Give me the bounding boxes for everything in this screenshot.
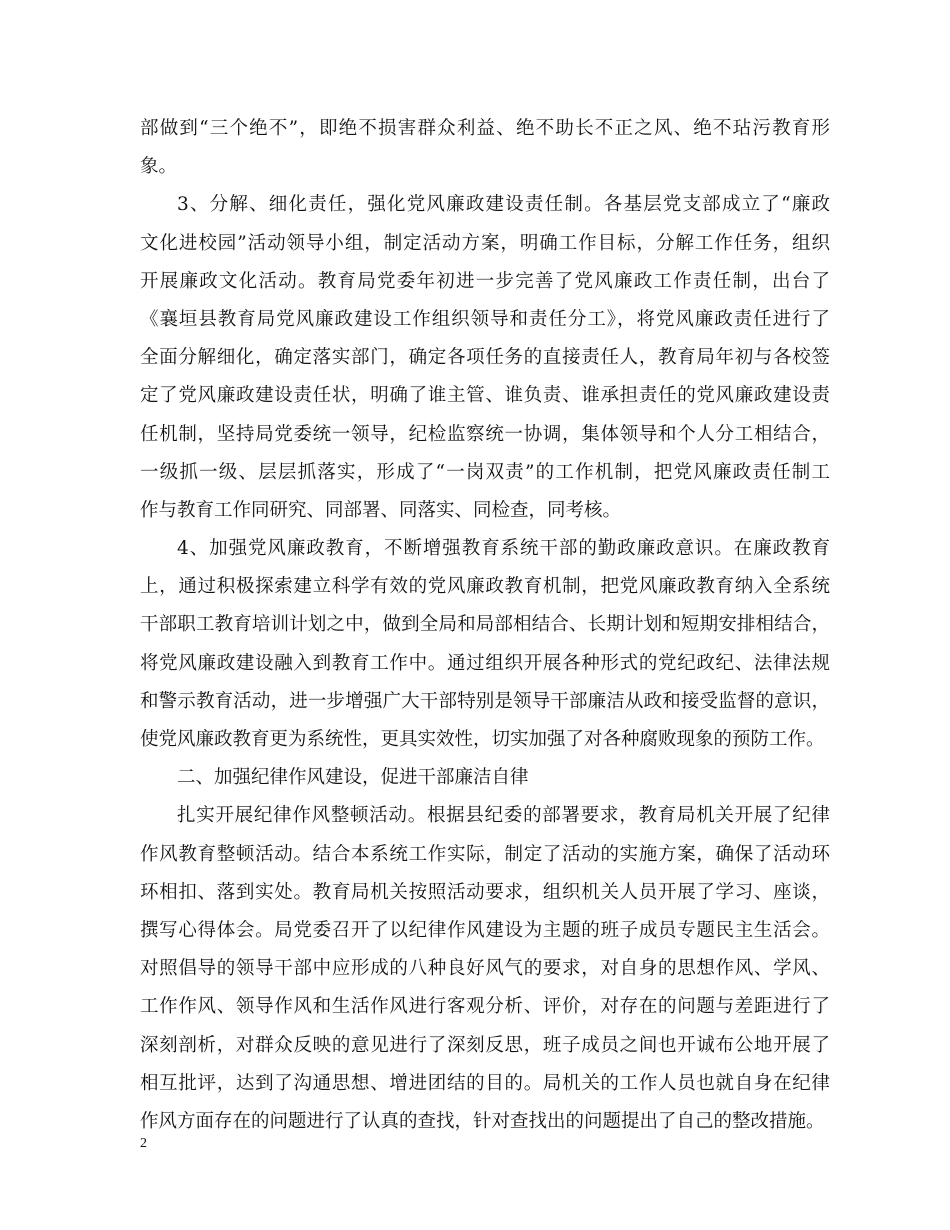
text-line: 工作作风、领导作风和生活作风进行客观分析、评价，对存在的问题与差距进行了: [140, 996, 830, 1018]
paragraph-first-line: 4、加强党风廉政教育，不断增强教育系统干部的勤政廉政意识。在廉政教育: [177, 538, 830, 560]
text-line: 作风教育整顿活动。结合本系统工作实际，制定了活动的实施方案，确保了活动环: [140, 843, 830, 865]
text-line: 《襄垣县教育局党风廉政建设工作组织领导和责任分工》，将党风廉政责任进行了: [140, 308, 830, 330]
text-line: 定了党风廉政建设责任状，明确了谁主管、谁负责、谁承担责任的党风廉政建设责: [140, 385, 830, 407]
text-line: 将党风廉政建设融入到教育工作中。通过组织开展各种形式的党纪政纪、法律法规: [140, 652, 830, 674]
text-line: 上，通过积极探索建立科学有效的党风廉政教育机制，把党风廉政教育纳入全系统: [140, 576, 830, 598]
paragraph-first-line: 扎实开展纪律作风整顿活动。根据县纪委的部署要求，教育局机关开展了纪律: [177, 805, 830, 827]
text-line: 对照倡导的领导干部中应形成的八种良好风气的要求，对自身的思想作风、学风、: [140, 958, 830, 980]
section-heading: 二、加强纪律作风建设，促进干部廉洁自律: [177, 767, 529, 789]
text-line: 环相扣、落到实处。教育局机关按照活动要求，组织机关人员开展了学习、座谈，: [140, 881, 830, 903]
text-line: 相互批评，达到了沟通思想、增进团结的目的。局机关的工作人员也就自身在纪律: [140, 1072, 830, 1094]
text-line: 部做到“三个绝不”，即绝不损害群众利益、绝不助长不正之风、绝不玷污教育形: [140, 118, 830, 139]
text-line: 作风方面存在的问题进行了认真的查找，针对查找出的问题提出了自己的整改措施。: [140, 1110, 825, 1132]
text-line: 使党风廉政教育更为系统性，更具实效性，切实加强了对各种腐败现象的预防工作。: [140, 729, 825, 750]
text-line: 和警示教育活动，进一步增强广大干部特别是领导干部廉洁从政和接受监督的意识，: [140, 690, 830, 712]
text-line: 任机制，坚持局党委统一领导，纪检监察统一协调，集体领导和个人分工相结合，: [140, 423, 830, 445]
text-line: 深刻剖析，对群众反映的意见进行了深刻反思，班子成员之间也开诚布公地开展了: [140, 1034, 830, 1056]
text-line: 撰写心得体会。局党委召开了以纪律作风建设为主题的班子成员专题民主生活会。: [140, 919, 830, 941]
text-line: 干部职工教育培训计划之中，做到全局和局部相结合、长期计划和短期安排相结合，: [140, 614, 830, 636]
text-line: 象。: [140, 156, 178, 178]
page-number: 2: [140, 1136, 147, 1151]
text-line: 开展廉政文化活动。教育局党委年初进一步完善了党风廉政工作责任制，出台了: [140, 270, 830, 292]
text-line: 文化进校园”活动领导小组，制定活动方案，明确工作目标，分解工作任务，组织: [140, 232, 830, 254]
text-line: 一级抓一级、层层抓落实，形成了“一岗双责”的工作机制，把党风廉政责任制工: [140, 461, 830, 483]
text-line: 作与教育工作同研究、同部署、同落实、同检查，同考核。: [140, 499, 622, 521]
body-text: [140, 110, 830, 1141]
text-line: 全面分解细化，确定落实部门，确定各项任务的直接责任人，教育局年初与各校签: [140, 347, 830, 369]
paragraph-first-line: 3、分解、细化责任，强化党风廉政建设责任制。各基层党支部成立了“廉政: [177, 194, 830, 216]
